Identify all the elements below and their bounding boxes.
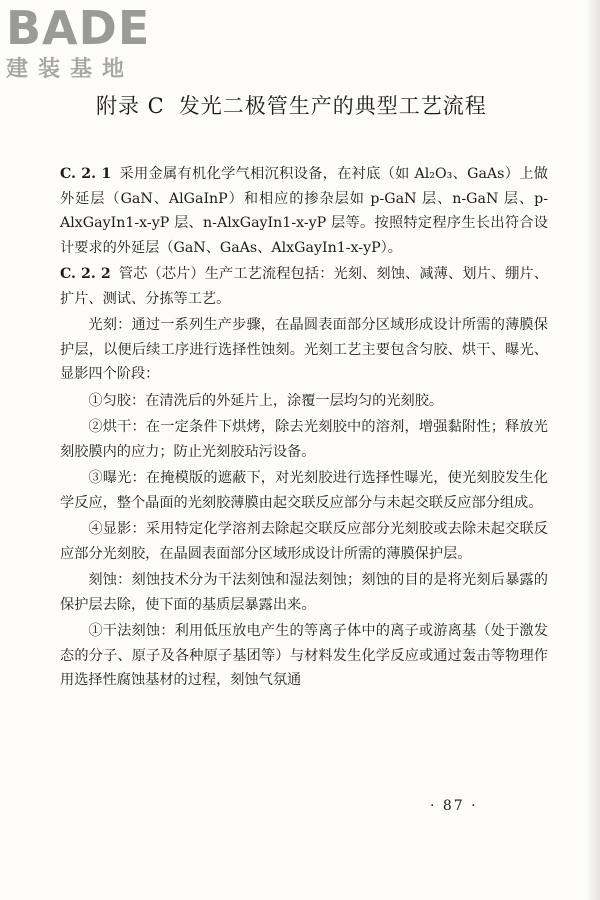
page-number: · 87 · <box>430 798 478 814</box>
clause-c-2-2 <box>60 262 548 311</box>
appendix-heading: 发光二极管生产的典型工艺流程 <box>178 94 487 118</box>
clause-c-2-1 <box>60 162 548 260</box>
paragraph-step-development: ④显影：采用特定化学溶剂去除起交联反应部分光刻胶或去除未起交联反应部分光刻胶，在晶圆表面部分区域形成设计所需的薄膜保护层。 <box>60 521 548 562</box>
paragraph-step-baking: ②烘干：在一定条件下烘烤，除去光刻胶中的溶剂，增强黏附性；释放光刻胶膜内的应力；防止光刻胶玷污设备。 <box>60 419 548 460</box>
paragraph-step-coating: ①匀胶：在清洗后的外延片上，涂覆一层均匀的光刻胶。 <box>88 392 444 409</box>
body-content <box>60 162 548 695</box>
paragraph-etching: 刻蚀：刻蚀技术分为干法刻蚀和湿法刻蚀；刻蚀的目的是将光刻后暴露的保护层去除，使下面的基质层暴露出来。 <box>60 572 548 613</box>
paragraph-photolithography: 光刻：通过一系列生产步骤，在晶圆表面部分区域形成设计所需的薄膜保护层，以便后续工序进行选择性蚀刻。光刻工艺主要包含匀胶、烘干、曝光、显影四个阶段： <box>60 317 548 382</box>
logo-text: BADE <box>6 1 151 55</box>
clause-number: C. 2. 2 <box>60 266 111 282</box>
page-edge-shadow <box>586 0 600 900</box>
appendix-title <box>96 90 487 120</box>
logo <box>6 1 174 84</box>
appendix-label: 附录 C <box>96 94 165 118</box>
paragraph-step-exposure: ③曝光：在掩模版的遮蔽下，对光刻胶进行选择性曝光，使光刻胶发生化学反应，整个晶面的光刻胶薄膜由起交联反应部分与未起交联反应部分组成。 <box>60 470 548 511</box>
paragraph-dry-etching: ①干法刻蚀：利用低压放电产生的等离子体中的离子或游离基（处于激发态的分子、原子及各种原子基团等）与材料发生化学反应或通过轰击等物理作用选择性腐蚀基材的过程，刻蚀气氛通 <box>60 623 548 688</box>
clause-text: 采用金属有机化学气相沉积设备，在衬底（如 Al₂O₃、GaAs）上做外延层（GaN、AlGaInP）和相应的掺杂层如 p-GaN 层、n-GaN 层、p-AlxGayIn1-x-yP 层、n-AlxGayIn1-x-yP 层等。按照特定程序生长出符合设计要求的外延层（GaN、GaAs、AlxGayIn1-x-yP）。 <box>60 166 548 256</box>
clause-text: 管芯（芯片）生产工艺流程包括：光刻、刻蚀、减薄、划片、绷片、扩片、测试、分拣等工艺。 <box>60 266 548 307</box>
clause-number: C. 2. 1 <box>60 166 112 182</box>
logo-subtitle: 建装基地 <box>6 57 135 82</box>
